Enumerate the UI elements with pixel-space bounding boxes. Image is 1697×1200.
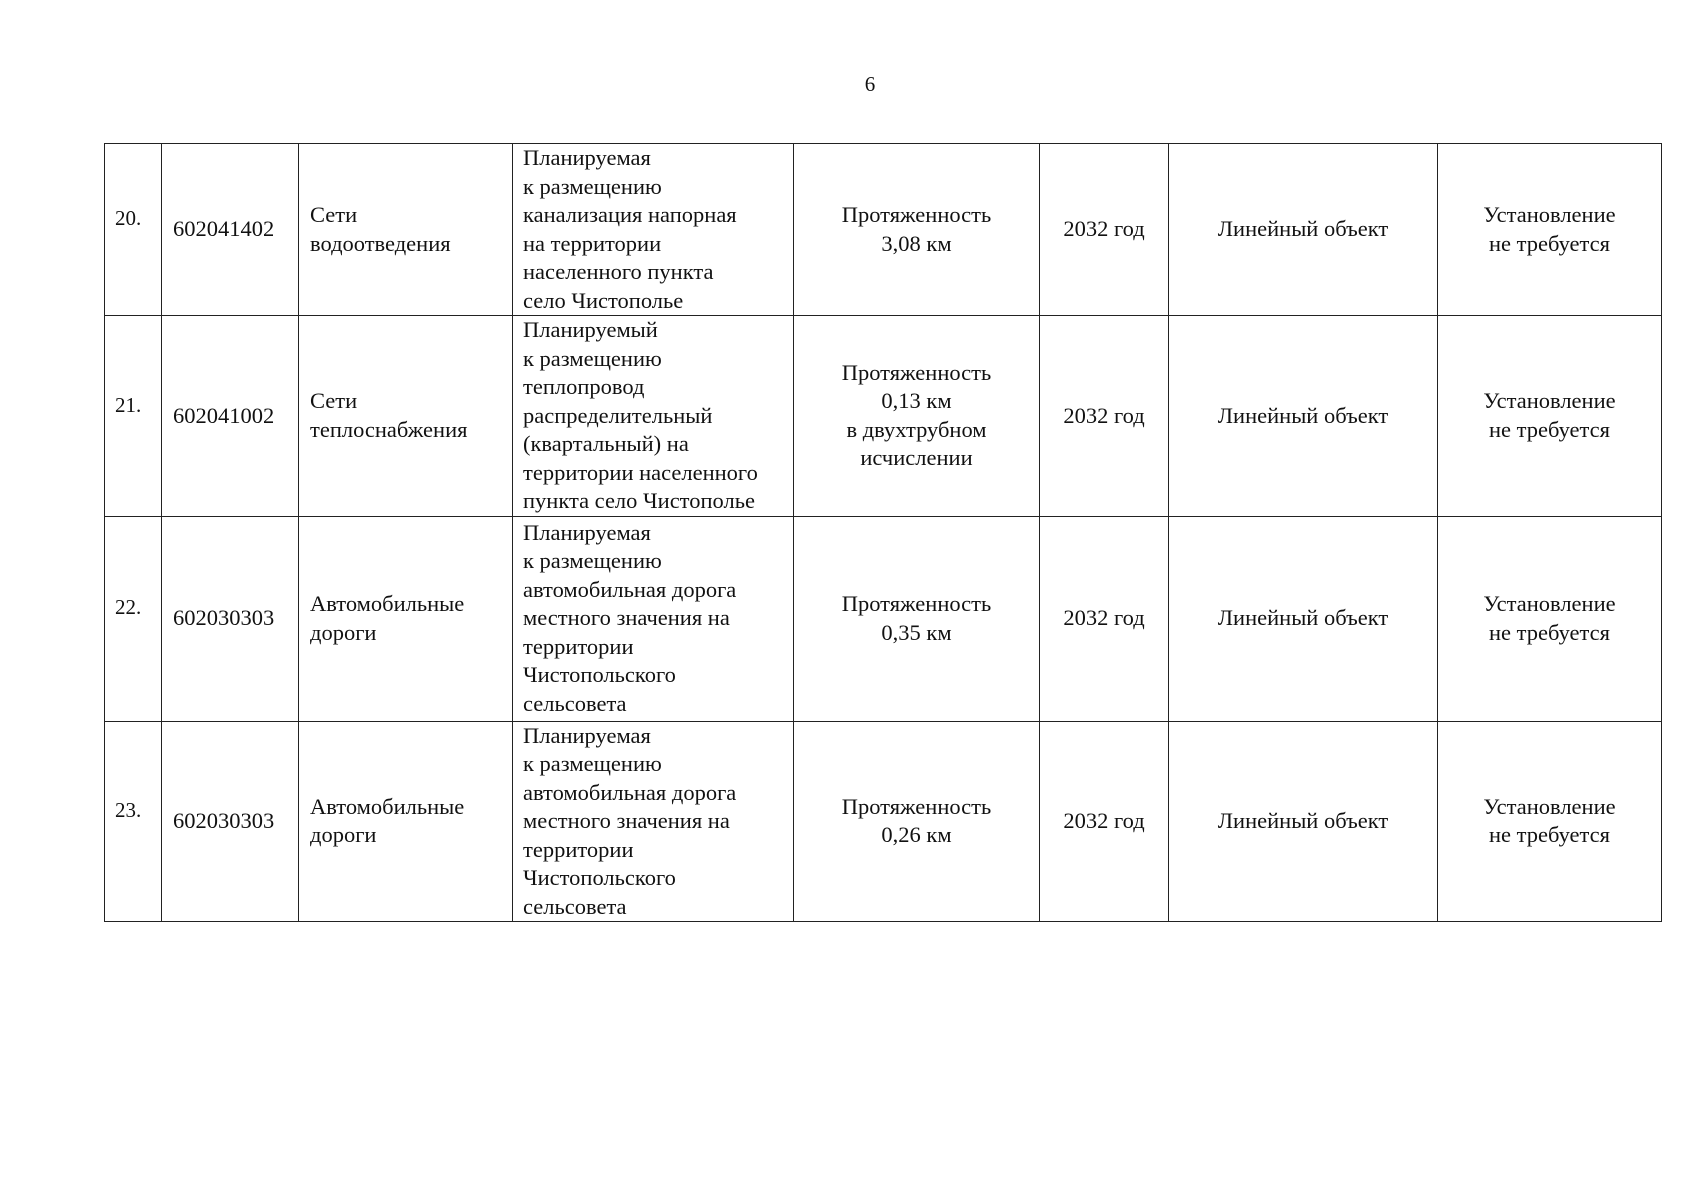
object-characteristic: Протяженность 0,26 км xyxy=(794,721,1040,922)
row-number: 23. xyxy=(115,798,142,822)
table-row xyxy=(105,144,1662,316)
object-characteristic: Протяженность 3,08 км xyxy=(794,144,1040,316)
row-number: 22. xyxy=(115,595,142,620)
object-description-cell xyxy=(513,316,794,517)
object-characteristic: Протяженность 0,35 км xyxy=(794,516,1040,721)
object-year: 2032 год xyxy=(1040,721,1169,922)
object-type: Сети теплоснабжения xyxy=(310,388,468,442)
object-zone: Установление не требуется xyxy=(1438,316,1662,517)
object-code-cell xyxy=(162,721,299,922)
object-description: Планируемая к размещению автомобильная дорога местного значения на территории Чистопольского сельсовета xyxy=(523,722,737,919)
row-number-cell xyxy=(105,516,162,721)
object-code-cell xyxy=(162,516,299,721)
object-characteristic: Протяженность 0,13 км в двухтрубном исчислении xyxy=(794,316,1040,517)
object-location: Линейный объект xyxy=(1169,516,1438,721)
table-row xyxy=(105,316,1662,517)
object-description-cell xyxy=(513,516,794,721)
object-type: Автомобильные дороги xyxy=(310,793,465,848)
object-location: Линейный объект xyxy=(1169,144,1438,316)
object-code: 602041402 xyxy=(173,216,275,242)
object-description-cell xyxy=(513,721,794,922)
object-code: 602030303 xyxy=(173,605,275,631)
object-description: Планируемая к размещению автомобильная дорога местного значения на территории Чистопольского сельсовета xyxy=(523,519,737,716)
table-row xyxy=(105,516,1662,721)
row-number-cell xyxy=(105,144,162,316)
object-description-cell xyxy=(513,144,794,316)
object-location: Линейный объект xyxy=(1169,721,1438,922)
row-number: 21. xyxy=(115,392,142,417)
object-description: Планируемый к размещению теплопровод распределительный (квартальный) на территории населенного пункта село Чистополье xyxy=(523,317,758,513)
object-type-cell xyxy=(299,721,513,922)
object-year: 2032 год xyxy=(1040,516,1169,721)
object-type-cell xyxy=(299,316,513,517)
objects-table xyxy=(104,143,1662,922)
table-row xyxy=(105,721,1662,922)
page-number: 6 xyxy=(864,72,876,96)
object-type-cell xyxy=(299,516,513,721)
object-zone: Установление не требуется xyxy=(1438,144,1662,316)
object-type: Сети водоотведения xyxy=(310,202,451,256)
object-zone: Установление не требуется xyxy=(1438,721,1662,922)
object-code: 602041002 xyxy=(173,402,275,428)
object-year: 2032 год xyxy=(1040,316,1169,517)
object-type: Автомобильные дороги xyxy=(310,591,465,645)
object-type-cell xyxy=(299,144,513,316)
object-code-cell xyxy=(162,316,299,517)
row-number-cell xyxy=(105,721,162,922)
row-number-cell xyxy=(105,316,162,517)
object-year: 2032 год xyxy=(1040,144,1169,316)
object-zone: Установление не требуется xyxy=(1438,516,1662,721)
object-code-cell xyxy=(162,144,299,316)
row-number: 20. xyxy=(115,206,142,231)
object-code: 602030303 xyxy=(173,808,275,833)
object-description: Планируемая к размещению канализация напорная на территории населенного пункта село Чистополье xyxy=(523,145,737,313)
object-location: Линейный объект xyxy=(1169,316,1438,517)
